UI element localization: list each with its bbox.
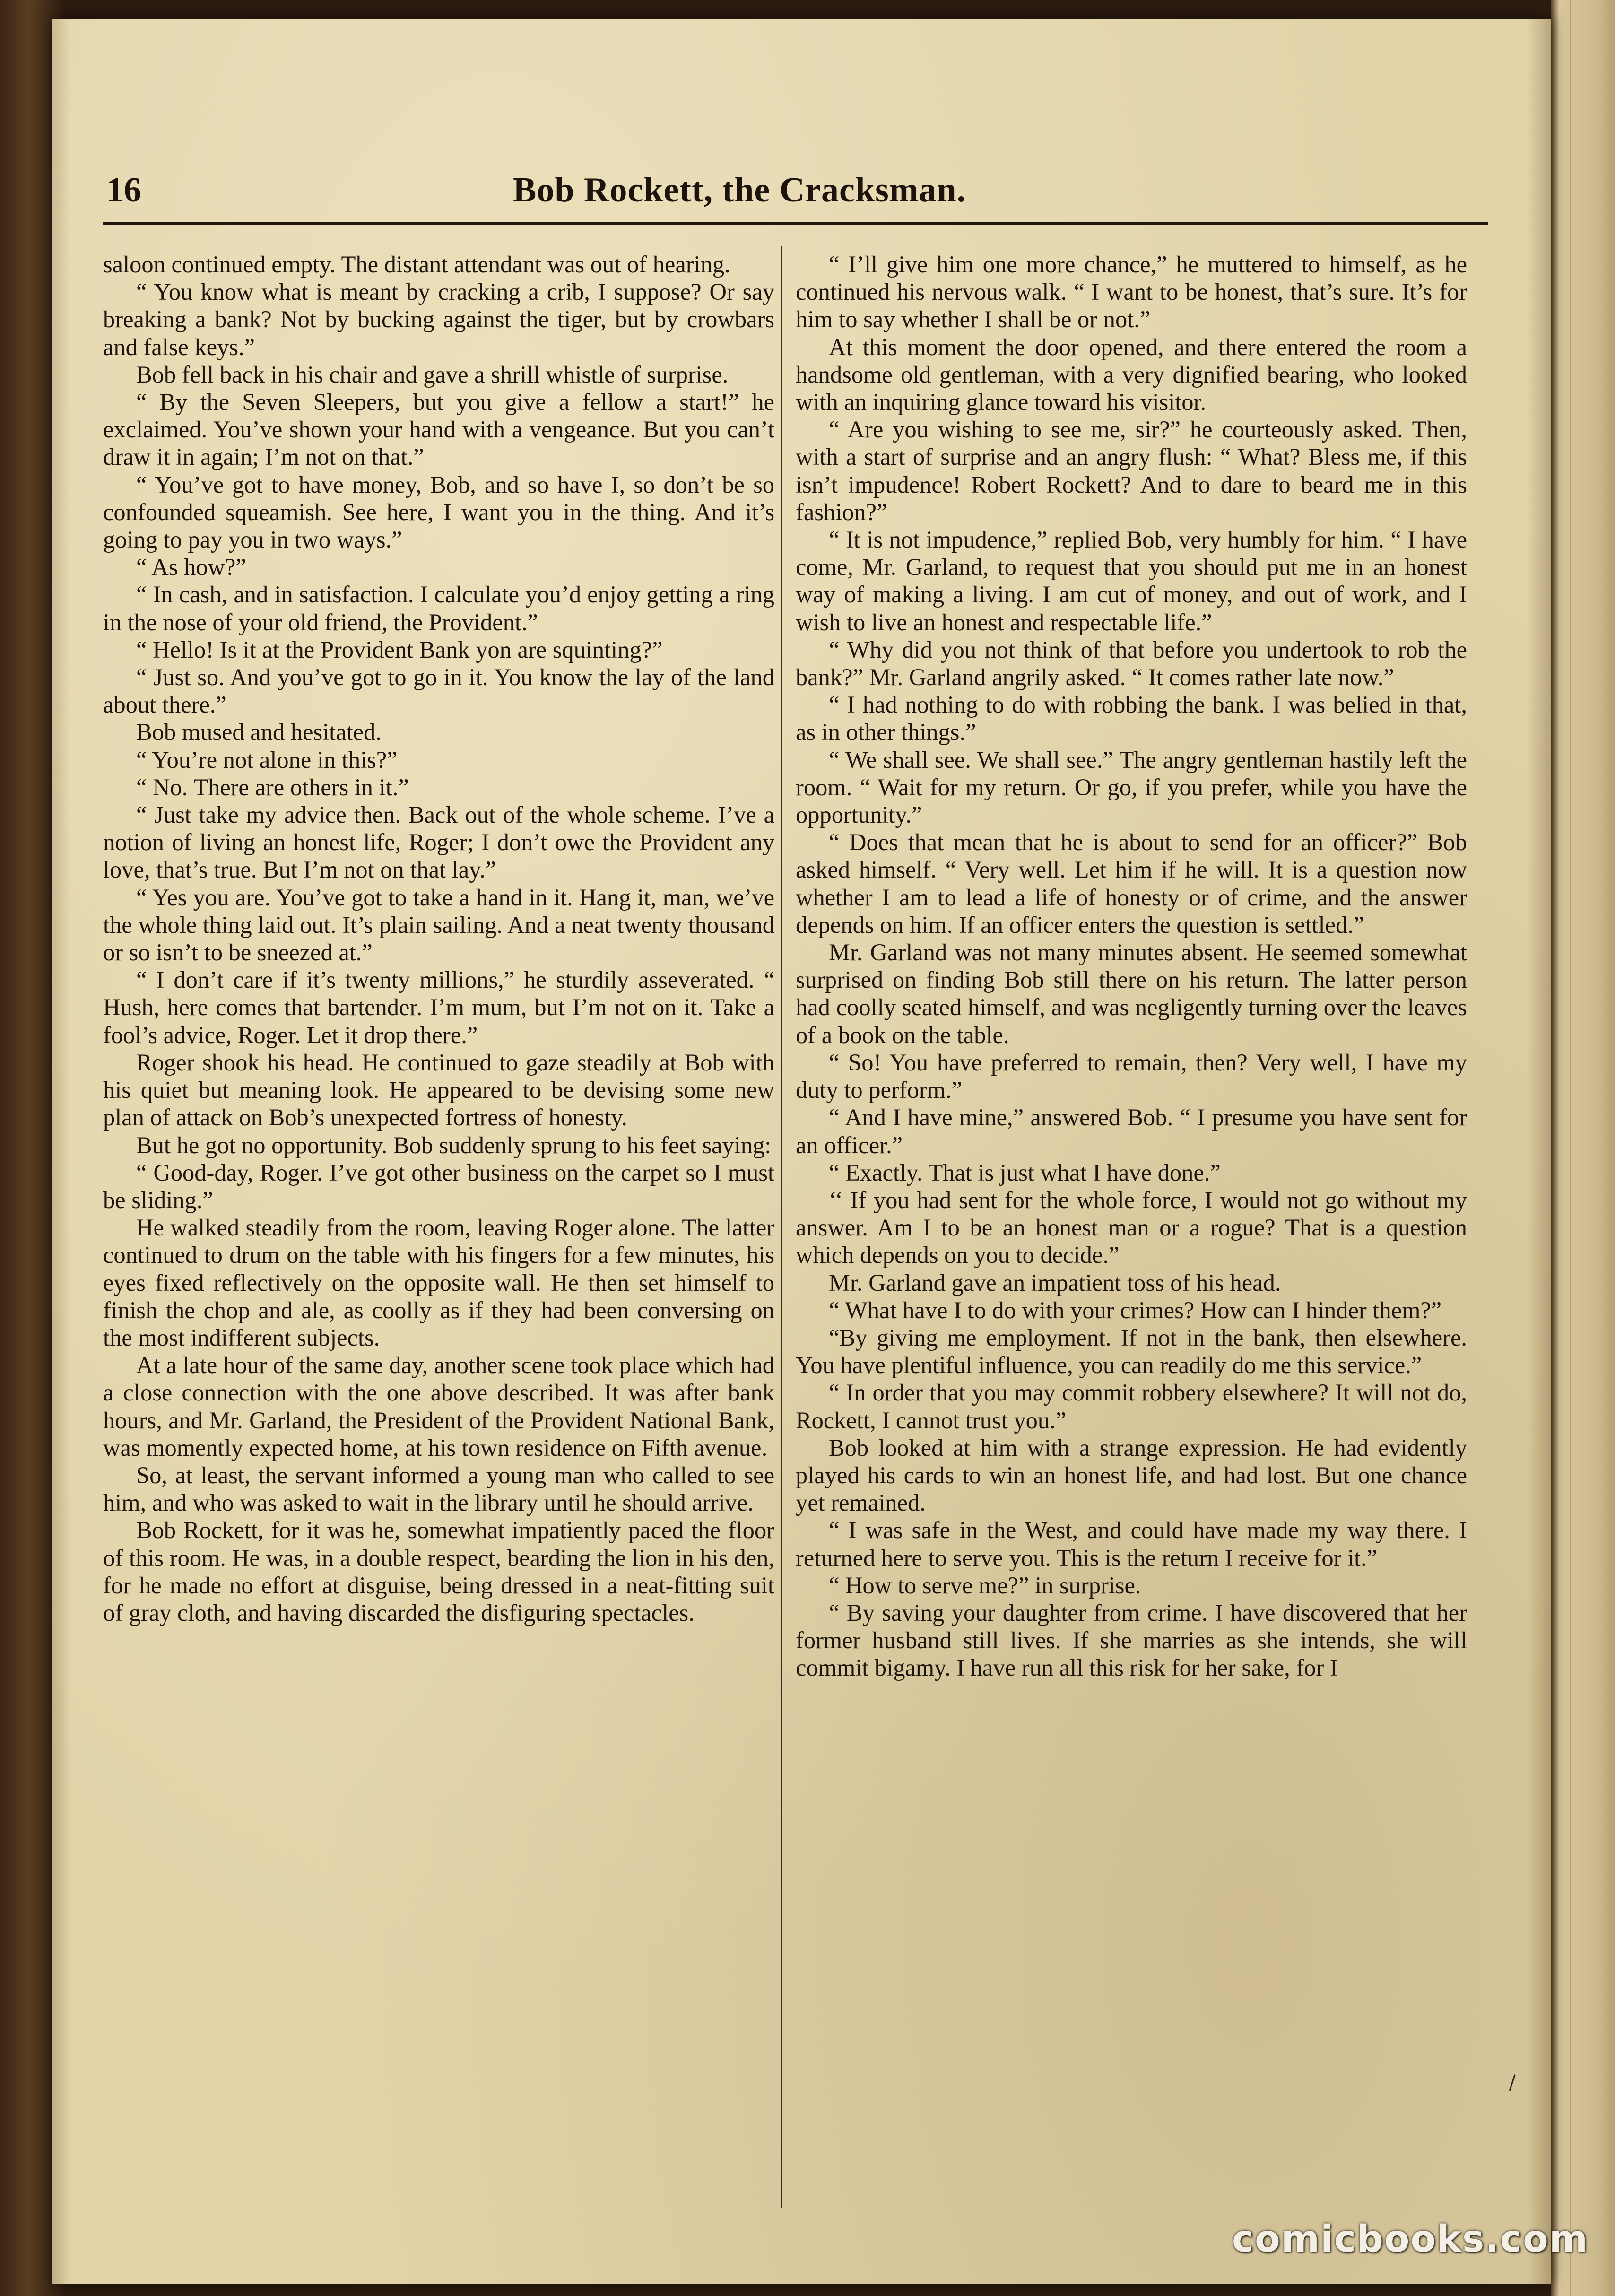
paragraph: “ How to serve me?” in surprise. — [829, 1572, 1141, 1599]
paragraph: “ What have I to do with your crimes? How can I hinder them?” — [829, 1296, 1442, 1323]
paragraph: Bob mused and hesitated. — [136, 719, 382, 746]
paragraph: “ Does that mean that he is about to send for an officer?” Bob asked himself. “ Very well. Let him if he will. It is a question now whether I am to lead a life of honesty or of crime, and the answer depends on him. If an officer enters the question is settled.” — [796, 829, 1467, 938]
paragraph: “ Exactly. That is just what I have done.” — [829, 1159, 1221, 1186]
paragraph: “ Good-day, Roger. I’ve got other business on the carpet so I must be sliding.” — [103, 1159, 774, 1213]
paragraph: “ You know what is meant by cracking a crib, I suppose? Or say breaking a bank? Not by bucking against the tiger, but by crowbars and false keys.” — [103, 278, 774, 360]
paragraph: He walked steadily from the room, leaving Roger alone. The latter continued to drum on the table with his fingers for a few minutes, his eyes fixed reflectively on the opposite wall. He then set himself to finish the chop and ale, as coolly as if they had been conversing on the most indifferent subjects. — [103, 1214, 774, 1351]
paragraph: At this moment the door opened, and there entered the room a handsome old gentleman, with a very dignified bearing, who looked with an inquiring glance toward his visitor. — [796, 333, 1467, 416]
paragraph: “ Are you wishing to see me, sir?” he courteously asked. Then, with a start of surprise and an angry flush: “ What? Bless me, if this isn’t impudence! Robert Rockett? And to dare to beard me in this fashion?” — [796, 416, 1467, 525]
paragraph: “ I was safe in the West, and could have made my way there. I returned here to serve you. This is the return I receive for it.” — [796, 1517, 1467, 1571]
paragraph: Bob fell back in his chair and gave a shrill whistle of surprise. — [136, 361, 729, 388]
page-header — [106, 170, 1487, 210]
paragraph: “ You’ve got to have money, Bob, and so have I, so don’t be so confounded squeamish. See here, I want you in the thing. And it’s going to pay you in two ways.” — [103, 471, 774, 553]
paragraph: “ As how?” — [136, 554, 246, 581]
page-number: 16 — [106, 171, 141, 209]
watermark-logo: comicbooks.com — [1232, 2218, 1589, 2261]
paragraph: “ We shall see. We shall see.” The angry gentleman hastily left the room. “ Wait for my return. Or go, if you prefer, while you have the opportunity.” — [796, 746, 1467, 828]
adjacent-page-edge — [1551, 0, 1615, 2296]
paragraph: But he got no opportunity. Bob suddenly sprung to his feet saying: — [136, 1131, 772, 1158]
paragraph: “ Just take my advice then. Back out of the whole scheme. I’ve a notion of living an honest life, Roger; I don’t owe the Provident any love, that’s true. But I’m not on that lay.” — [103, 801, 774, 883]
paragraph: Mr. Garland was not many minutes absent. He seemed somewhat surprised on finding Bob still there on his return. The latter person had coolly seated himself, and was negligently turning over the leaves of a book on the table. — [796, 939, 1467, 1048]
paragraph: “ In order that you may commit robbery elsewhere? It will not do, Rockett, I cannot trust you.” — [796, 1379, 1467, 1434]
paragraph: “ So! You have preferred to remain, then? Very well, I have my duty to perform.” — [796, 1049, 1467, 1104]
right-column — [796, 251, 1467, 1682]
running-title: Bob Rockett, the Cracksman. — [513, 171, 966, 209]
paragraph: “By giving me employment. If not in the bank, then elsewhere. You have plentiful influence, you can readily do me this service.” — [796, 1324, 1467, 1379]
paragraph: “ Just so. And you’ve got to go in it. You know the lay of the land about there.” — [103, 664, 774, 718]
left-column — [103, 251, 774, 1626]
paragraph: Bob looked at him with a strange expression. He had evidently played his cards to win an honest life, and had lost. But one chance yet remained. — [796, 1434, 1467, 1516]
paragraph: “ Yes you are. You’ve got to take a hand in it. Hang it, man, we’ve the whole thing laid out. It’s plain sailing. And a neat twenty thousand or so isn’t to be sneezed at.” — [103, 884, 774, 966]
paragraph: “ I’ll give him one more chance,” he muttered to himself, as he continued his nervous walk. “ I want to be honest, that’s sure. It’s for him to say whether I shall be or not.” — [796, 251, 1467, 333]
paragraph: Roger shook his head. He continued to gaze steadily at Bob with his quiet but meaning look. He appeared to be devising some new plan of attack on Bob’s unexpected fortress of honesty. — [103, 1049, 774, 1131]
paragraph: Mr. Garland gave an impatient toss of his head. — [829, 1269, 1281, 1296]
paragraph: Bob Rockett, for it was he, somewhat impatiently paced the floor of this room. He was, in a double respect, bearding the lion in his den, for he made no effort at disguise, being dressed in a neat-fitting suit of gray cloth, and having discarded the disfiguring spectacles. — [103, 1517, 774, 1626]
paragraph: saloon continued empty. The distant attendant was out of hearing. — [103, 251, 730, 278]
column-divider — [781, 246, 782, 2208]
paragraph: “ I had nothing to do with robbing the bank. I was belied in that, as in other things.” — [796, 691, 1467, 746]
paragraph: “ Hello! Is it at the Provident Bank yon are squinting?” — [136, 636, 663, 663]
header-rule — [103, 222, 1488, 225]
paragraph: “ You’re not alone in this?” — [136, 746, 398, 773]
paragraph: “ And I have mine,” answered Bob. “ I presume you have sent for an officer.” — [796, 1104, 1467, 1158]
paragraph: “ By saving your daughter from crime. I have discovered that her former husband still lives. If she marries as she intends, she will commit bigamy. I have run all this risk for her sake, for I — [796, 1599, 1467, 1681]
paragraph: “ Why did you not think of that before you undertook to rob the bank?” Mr. Garland angrily asked. “ It comes rather late now.” — [796, 636, 1467, 691]
paragraph: “ By the Seven Sleepers, but you give a fellow a start!” he exclaimed. You’ve shown your hand with a vengeance. But you can’t draw it in again; I’m not on that.” — [103, 389, 774, 470]
paragraph: At a late hour of the same day, another scene took place which had a close connection with the one above described. It was after bank hours, and Mr. Garland, the President of the Provident National Bank, was momently expected home, at his town residence on Fifth avenue. — [103, 1352, 774, 1461]
paragraph: “ It is not impudence,” replied Bob, very humbly for him. “ I have come, Mr. Garland, to request that you should put me in an honest way of making a living. I am cut of money, and out of work, and I wish to live an honest and respectable life.” — [796, 526, 1467, 635]
paragraph: ‘‘ If you had sent for the whole force, I would not go without my answer. Am I to be an honest man or a rogue? That is a question which depends on you to decide.” — [796, 1186, 1467, 1269]
paragraph: “ In cash, and in satisfaction. I calculate you’d enjoy getting a ring in the nose of your old friend, the Provident.” — [103, 581, 774, 635]
paragraph: So, at least, the servant informed a young man who called to see him, and who was asked to wait in the library until he should arrive. — [103, 1461, 774, 1516]
paragraph: “ No. There are others in it.” — [136, 774, 409, 800]
paragraph: “ I don’t care if it’s twenty millions,” he sturdily asseverated. “ Hush, here comes that bartender. I’m mum, but I’m not on it. Take a fool’s advice, Roger. Let it drop there.” — [103, 966, 774, 1048]
